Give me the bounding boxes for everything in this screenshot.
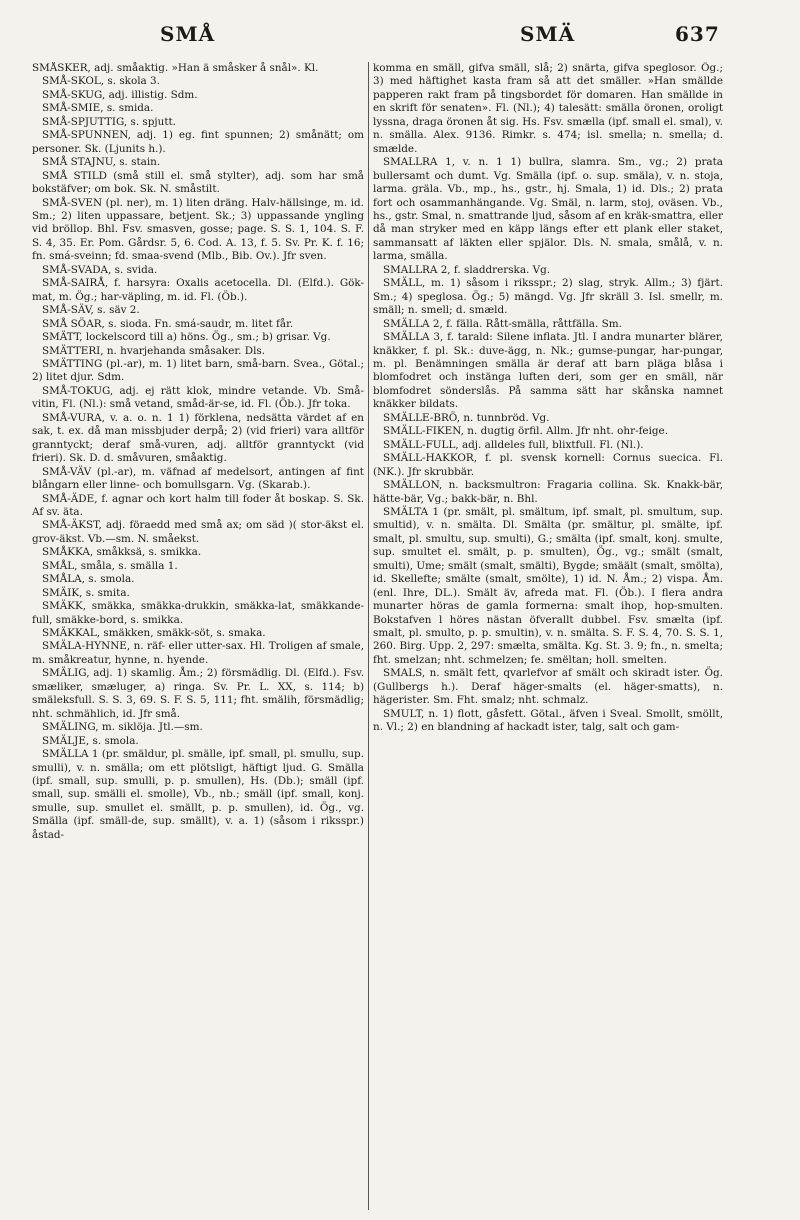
dictionary-entry: SMÅ-ÄKST, adj. föraedd med små ax; om säd )( stor-äkst el. grov-äkst. Vb.—sm. N. småekst.: [32, 519, 364, 545]
dictionary-entry: SMÄTTING (pl.-ar), m. 1) litet barn, små-barn. Svea., Götal.; 2) litet djur. Sdm.: [32, 357, 364, 384]
dictionary-entry: SMÅ-TOKUG, adj. ej rätt klok, mindre vetande. Vb. Små-vitin, Fl. (Nl.): små vetand, småd-är-se, id. Fl. (Öb.). Jfr toka.: [32, 384, 364, 411]
dictionary-entry: SMÅL, småla, s. smälla 1.: [42, 559, 178, 572]
dictionary-entry: SMÄLLA 1 (pr. smäldur, pl. smälle, ipf. small, pl. smullu, sup. smulli), v. n. smälla; om ett plötsligt, häftigt ljud. G. Smälla (ipf. small, sup. smulli, p. p. smullen), Hs. (Db.); smäll (ipf. small, sup. smälli el. smolle), Vb., nb.; smäll (ipf. small, konj. smulle, sup. smullet el. smällt, p. p. smullen), id. Ög., vg. Smälla (ipf. smäll-de, sup. smällt), v. a. 1) (såsom i riksspr.) åstad-: [32, 748, 364, 841]
dictionary-entry: SMÄLLE-BRÖ, n. tunnbröd. Vg.: [383, 411, 550, 424]
dictionary-entry: SMÄLJE, s. smola.: [42, 734, 139, 747]
dictionary-entry: SMÄLLA 2, f. fälla. Rått-smälla, råttfälla. Sm.: [383, 317, 622, 330]
dictionary-entry: SMÅ-SÄV, s. säv 2.: [42, 304, 140, 317]
dictionary-entry: SMALLRA 1, v. n. 1 1) bullra, slamra. Sm., vg.; 2) prata bullersamt och dumt. Vg. Smälla (ipf. o. sup. smäla), v. n. stoja, larma. gräla. Vb., mp., hs., gstr., hj. Smala, 1) id. Dls.; 2) prata fort och osammanhängande. Vg. Smäl, n. larm, stoj, oväsen. Vb., hs., gstr. Smal, n. smattrande ljud, såsom af en kräk-smattra, eller då man stryker med en käpp längs efter ett plank eller staket, sammansatt af läkten eller spjälor. Dls. N. smala, smålå, v. n. larma, smälla.: [373, 156, 723, 263]
dictionary-entry: SMÄLL-HAKKOR, f. pl. svensk kornell: Cornus suecica. Fl. (NK.). Jfr skrubbär.: [373, 452, 723, 478]
dictionary-entry: SMÄIK, s. smita.: [42, 586, 130, 599]
dictionary-entry: SMÅKKA, småkksä, s. smikka.: [42, 546, 202, 559]
dictionary-entry: SMÅ-SPUNNEN, adj. 1) eg. fint spunnen; 2) smånätt; om personer. Sk. (Ljunits h.).: [32, 129, 364, 155]
dictionary-entry: SMÄLIG, adj. 1) skamlig. Åm.; 2) försmädlig. Dl. (Elfd.). Fsv. smæliker, smæluger, a) ringa. Sv. Pr. L. XX, s. 114; b) smäleksfull. S. S. 3, 69. S. F. S. 5, 111; fht. smälih, försmädlig; nht. schmählich, id. Jfr små.: [32, 667, 364, 720]
dictionary-entry: SMÄKK, smäkka, smäkka-drukkin, smäkka-lat, smäkkande-full, smäkke-bord, s. smikka.: [32, 600, 364, 626]
dictionary-entry: SMÅ SÖAR, s. sioda. Fn. smá-saudr, m. litet får.: [42, 317, 294, 330]
dictionary-entry: komma en smäll, gifva smäll, slå; 2) snärta, gifva speglosor. Ög.; 3) med häftighet kasta fram så att det smäller. »Han smällde papperen rakt fram på tingsbordet för domaren. Han smällde in en skrift för senaten». Fl. (Nl.); 4) talesätt: smälla öronen, oroligt lyssna, draga öronen åt sig. Hs. Fsv. smælla (ipf. small el. smal), v. n. smälla. Alex. 9136. Rimkr. s. 474; isl. smella; n. smella; d. smælde.: [373, 62, 723, 155]
dictionary-entry: SMÄLLON, n. backsmultron: Fragaria collina. Sk. Knakk-bär, hätte-bär, Vg.; bakk-bär, n. Bhl.: [373, 479, 723, 505]
dictionary-entry: SMÅ-SVEN (pl. ner), m. 1) liten dräng. Halv-hällsinge, m. id. Sm.; 2) liten uppassare, betjent. Sk.; 3) uppassande yngling vid bröllop. Bhl. Fsv. smasven, gosse; page. S. S. 1, 104. S. F. S. 4, 35. Er. Pom. Gårdsr. 5, 6. Cod. A. 13, f. 5. Sv. Pr. K. f. 16; fn. smá-sveinn; fd. smaa-svend (Mlb., Bib. Ov.). Jfr sven.: [32, 196, 364, 263]
dictionary-entry: SMÄTT, lockelscord till a) höns. Ög., sm.; b) grisar. Vg.: [42, 331, 331, 344]
dictionary-entry: SMÄLL-FULL, adj. alldeles full, blixtfull. Fl. (Nl.).: [383, 438, 644, 451]
dictionary-entry: SMÅ STILD (små still el. små stylter), adj. som har små bokstäfver; om bok. Sk. N. småstilt.: [32, 169, 364, 196]
dictionary-entry: SMALS, n. smält fett, qvarlefvor af smält och skiradt ister. Ög. (Gullbergs h.). Deraf häger-smalts (el. häger-smatts), n. hägerister. Sm. Fht. smalz; nht. schmalz.: [373, 667, 723, 707]
dictionary-entry: SMÅ-SKUG, adj. illistig. Sdm.: [42, 88, 198, 101]
left-column: [32, 62, 364, 1210]
dictionary-entry: SMÅ-VÄV (pl.-ar), m. väfnad af medelsort, antingen af fint blångarn eller linne- och bomullsgarn. Vg. (Skarab.).: [32, 465, 364, 492]
dictionary-entry: SMÅ-SPJUTTIG, s. spjutt.: [42, 115, 176, 128]
dictionary-entry: SMÄLING, m. siklöja. Jtl.—sm.: [42, 721, 203, 734]
dictionary-entry: SMÄLTA 1 (pr. smält, pl. smältum, ipf. smalt, pl. smultum, sup. smultid), v. n. smälta. Dl. Smälta (pr. smältur, pl. smälte, ipf. smalt, pl. smultu, sup. smulti), G.; smälta (ipf. smalt, konj. smulte, sup. smultet el. smält, p. p. smulten), Ög., vg.; smält (smalt, smulti), Ume; smält (smalt, smälti), Bygde; smäält (smalt, smölta), id. Skellefte; smälte (smalt, smölte), 1) id. N. Åm.; 2) vispa. Åm. (enl. Ihre, DL.). Smält äv, afreda mat. Fl. (Öb.). I flera andra munarter höras de gamla formerna: smalt ihop, hop-smulten. Bokstafven l höres nästan öfverallt dubbel. Fsv. smælta (ipf. smalt, pl. smulto, p. p. smultin), v. n. smälta. S. F. S. 4, 70. S. S. 1, 260. Birg. Upp. 2, 297: smælta, smälta. Kg. St. 3. 9; fn., n. smelta; fht. smelzan; nht. schmelzen; fe. smëltan; holl. smelten.: [373, 505, 723, 666]
running-head-right: SMÄ: [520, 22, 576, 46]
dictionary-entry: SMÅSKER, adj. småaktig. »Han ä småsker å snål». Kl.: [32, 62, 319, 74]
running-head-left: SMÅ: [160, 22, 216, 46]
dictionary-entry: SMÅ-ÄDE, f. agnar och kort halm till foder åt boskap. S. Sk. Af sv. äta.: [32, 492, 364, 518]
dictionary-entry: SMÄLL, m. 1) såsom i riksspr.; 2) slag, stryk. Allm.; 3) fjärt. Sm.; 4) speglosa. Ög.; 5) mängd. Vg. Jfr skräll 3. Isl. smellr, m. smäll; n. smell; d. smæld.: [373, 277, 723, 317]
dictionary-entry: SMÄLA-HYNNE, n. räf- eller utter-sax. Hl. Troligen af smale, m. småkreatur, hynne, n. hyende.: [32, 640, 364, 666]
dictionary-entry: SMÄKKAL, smäkken, smäkk-söt, s. smaka.: [42, 627, 266, 640]
page-number: 637: [675, 22, 720, 46]
dictionary-entry: SMALLRA 2, f. sladdrerska. Vg.: [383, 263, 551, 276]
dictionary-entry: SMULT, n. 1) flott, gåsfett. Götal., äfven i Sveal. Smollt, smöllt, n. Vl.; 2) en blandning af hackadt ister, talg, salt och gam-: [373, 707, 723, 734]
dictionary-entry: SMÄTTERI, n. hvarjehanda småsaker. Dls.: [42, 344, 266, 357]
dictionary-entry: SMÅ-SMIE, s. smida.: [42, 102, 154, 115]
dictionary-entry: SMÅ STAJNU, s. stain.: [42, 156, 161, 169]
dictionary-entry: SMÄLLA 3, f. tarald: Silene inflata. Jtl. I andra munarter blärer, knäkker, f. pl. Sk.: duve-ägg, n. Nk.; gumse-pungar, har-pungar, m. pl. Benämningen smälla är deraf att barn pläga blåsa i blomfodret och instänga luften deri, som ger en smäll, när blomfodret sönderslås. På samma sätt har skånska namnet knäkker bildats.: [373, 331, 723, 411]
dictionary-entry: SMÅ-SKOL, s. skola 3.: [42, 75, 160, 88]
dictionary-entry: SMÅ-SAIRÅ, f. harsyra: Oxalis acetocella. Dl. (Elfd.). Gök-mat, m. Ög.; har-väpling, m. id. Fl. (Öb.).: [32, 277, 364, 303]
dictionary-entry: SMÅLA, s. smola.: [42, 573, 135, 586]
dictionary-entry: SMÅ-SVADA, s. svida.: [42, 263, 158, 276]
dictionary-entry: SMÅ-VURA, v. a. o. n. 1 1) förklena, nedsätta värdet af en sak, t. ex. då man missbjuder derpå; 2) (vid frieri) vara alltför granntyckt; deraf små-vuren, adj. alltför granntyckt (vid frieri). Sk. D. d. småvuren, småaktig.: [32, 411, 364, 465]
dictionary-entry: SMÄLL-FIKEN, n. dugtig örfil. Allm. Jfr nht. ohr-feige.: [383, 425, 668, 438]
right-column: [368, 62, 723, 1210]
